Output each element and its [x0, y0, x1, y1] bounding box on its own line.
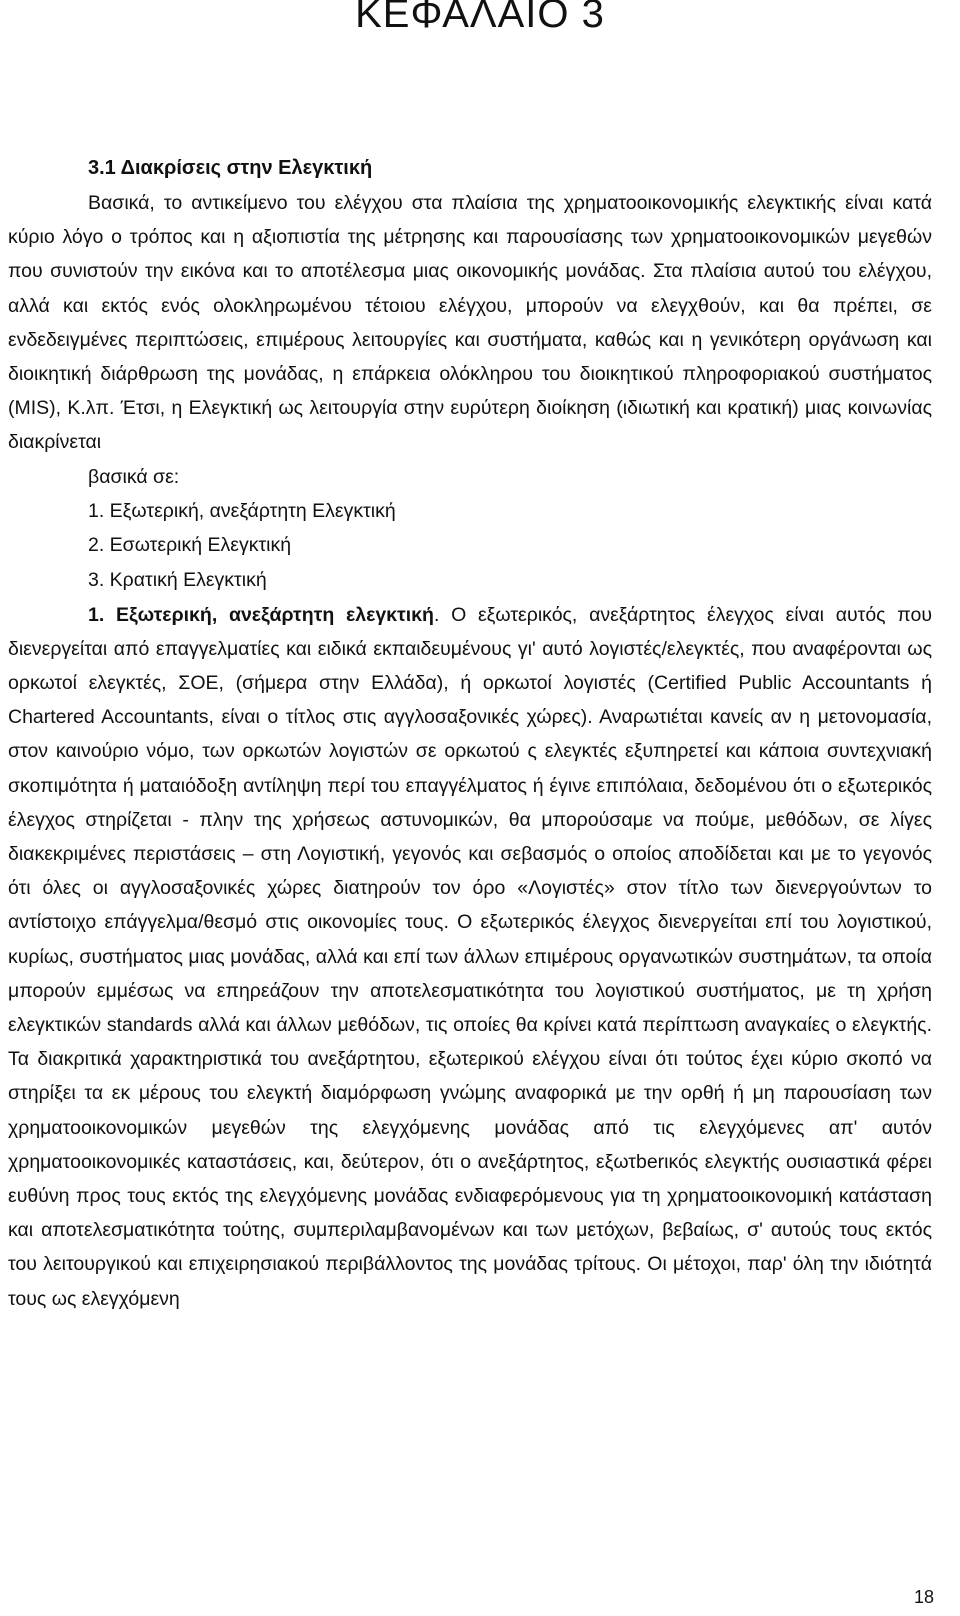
chapter-title: ΚΕΦΑΛΑΙΟ 3	[355, 0, 605, 36]
intro-paragraph-ending: βασικά σε:	[88, 465, 180, 488]
list-item: 2. Εσωτερική Ελεγκτική	[88, 534, 292, 557]
categories-list	[8, 494, 932, 598]
page-number: 18	[913, 1587, 934, 1607]
subsection-heading: 1. Εξωτερική, ανεξάρτητη ελεγκτική	[88, 603, 434, 626]
list-item: 3. Κρατική Ελεγκτική	[88, 569, 267, 592]
external-audit-text: . Ο εξωτερικός, ανεξάρτητος έλεγχος είναι αυτός που διενεργείται από επαγγελματίες και ειδικά εκπαιδευμένους γι' αυτό λογιστές/ελεγκτές, που αναφέρονται ως ορκωτοί ελεγκτές, ΣΟΕ, (σήμερα στην Ελλάδα), ή ορκωτοί λογιστές (Certified Public Accountants ή Chartered Accountants, είναι ο τίτλος στις αγγλοσαξονικές χώρες). Αναρωτιέται κανείς αν η μετονομασία, στον καινούριο νόμο, των ορκωτών λογιστών σε ορκωτού ς ελεγκτές εξυπηρετεί και κάποια συντεχνιακή σκοπιμότητα ή ματαιόδοξη αντίληψη περί του επαγγέλματος ή έγινε επιπόλαια, δεδομένου ότι ο εξωτερικός έλεγχος στηρίζεται - πλην της χρήσεως αστυνομικών, θα μπορούσαμε να πούμε, μεθόδων, σε λίγες διακεκριμένες περιστάσεις – στη Λογιστική, γεγονός και σεβασμός ο οποίος αποδίδεται και με το γεγονός ότι όλες οι αγγλοσαξονικές χώρες διατηρούν τον όρο «Λογιστές» στον τίτλο των διενεργούντων το αντίστοιχο επάγγελμα/θεσμό στις οικονομίες τους. Ο εξωτερικός έλεγχος διενεργείται επί του λογιστικού, κυρίως, συστήματος μιας μονάδας, αλλά και επί των άλλων επιμέρους οργανωτικών συστημάτων, τα οποία μπορούν εμμέσως να επηρεάζουν την αποτελεσματικότητα του λογιστικού συστήματος, με τη χρήση ελεγκτικών standards αλλά και άλλων μεθόδων, τις οποίες θα κρίνει κατά περίπτωση αναγκαίες ο ελεγκτής. Τα διακριτικά χαρακτηριστικά του ανεξάρτητου, εξωτερικού ελέγχου είναι ότι τούτος έχει κύριο σκοπό να στηρίξει τα εκ μέρους του ελεγκτή διαμόρφωση γνώμης αναφορικά με την ορθή ή μη παρουσίαση των χρηματοοικονομικών μεγεθών της ελεγχόμενης μονάδας από τις ελεγχόμενες απ' αυτόν χρηματοοικονομικές καταστάσεις, και, δεύτερον, ότι ο ανεξάρτητος, εξωτberικός ελεγκτής ουσιαστικά φέρει ευθύνη προς τους εκτός της ελεγχόμενης μονάδας ενδιαφερόμενους για τη χρηματοοικονομική κατάσταση και αποτελεσματικότητα τούτης, συμπεριλαμβανομένων και των μετόχων, βεβαίως, σ' αυτούς τους εκτός του λειτουργικού και επιχειρησιακού περιβάλλοντος της μονάδας τρίτους. Οι μέτοχοι, παρ' όλη την ιδιότητά τους ως ελεγχόμενη	[8, 603, 932, 1310]
page-body	[8, 150, 932, 1316]
list-item: 1. Εξωτερική, ανεξάρτητη Ελεγκτική	[88, 499, 396, 522]
section-heading: 3.1 Διακρίσεις στην Ελεγκτική	[88, 157, 373, 179]
external-audit-paragraph	[8, 598, 932, 1316]
intro-paragraph: Βασικά, το αντικείμενο του ελέγχου στα πλαίσια της χρηματοοικονομικής ελεγκτικής είναι κατά κύριο λόγο ο τρόπος και η αξιοπιστία της μέτρησης και παρουσίασης των χρηματοοικονομικών μεγεθών που συνιστούν την εικόνα και το αποτέλεσμα μιας οικονομικής μονάδας. Στα πλαίσια αυτού του ελέγχου, αλλά και εκτός ενός ολοκληρωμένου τέτοιου ελέγχου, μπορούν να ελεγχθούν, και θα πρέπει, σε ενδεδειγμένες περιπτώσεις, επιμέρους λειτουργίες και συστήματα, καθώς και η γενικότερη οργάνωση και διοικητική διάρθρωση της μονάδας, η επάρκεια ολόκληρου του διοικητικού πληροφοριακού συστήματος (MIS), Κ.λπ. Έτσι, η Ελεγκτική ως λειτουργία στην ευρύτερη διοίκηση (ιδιωτική και κρατική) μιας κοινωνίας διακρίνεται	[8, 192, 932, 454]
